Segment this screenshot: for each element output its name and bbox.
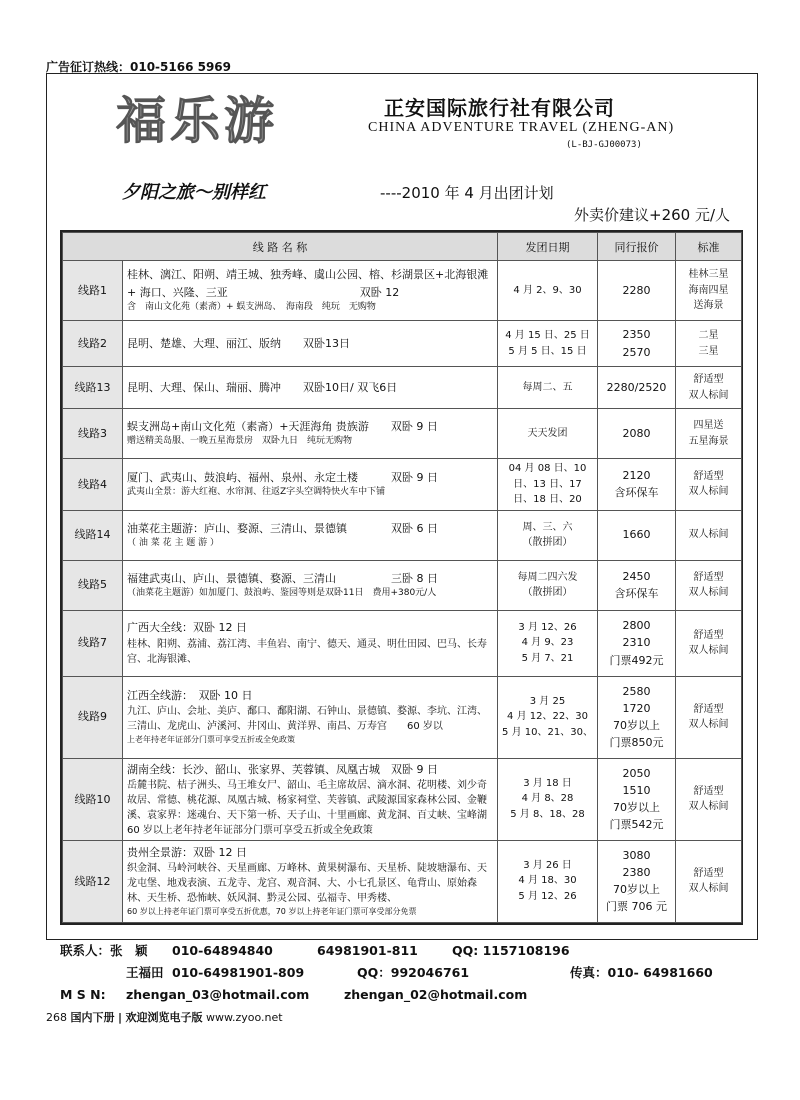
- route-name-cell: 线路2: [63, 321, 123, 367]
- standard-cell: [676, 510, 742, 560]
- departure-date: 3 月 25: [529, 695, 566, 707]
- table-row: [63, 840, 742, 922]
- table-row: [63, 758, 742, 840]
- departure-date: 周、三、六: [522, 521, 573, 533]
- standard-value: 双人标间: [688, 719, 729, 730]
- trade-price: 门票542元: [609, 818, 664, 832]
- standard-cell: [676, 560, 742, 610]
- route-note-text: 含 南山文化苑（素斋）+ 蜈支洲岛、 海南段 纯玩 无购物: [127, 301, 376, 312]
- route-description-cell: [123, 676, 498, 758]
- route-description-cell: [123, 459, 498, 511]
- standard-cell: [676, 261, 742, 321]
- route-name-cell: 线路10: [63, 758, 123, 840]
- trade-price: 2350: [622, 328, 651, 342]
- trade-price: 2800: [622, 619, 651, 633]
- standard-cell: [676, 409, 742, 459]
- website-link[interactable]: www.zyoo.net: [206, 1011, 283, 1024]
- route-title-text: 江西全线游： 双卧 10 日: [127, 689, 253, 703]
- departure-date: 3 月 18 日: [523, 777, 572, 789]
- header-standard: 标准: [676, 233, 742, 261]
- standard-value: 双人标间: [688, 587, 729, 598]
- departure-dates-cell: [498, 676, 598, 758]
- standard-value: 双人标间: [688, 529, 729, 541]
- route-name-cell: 线路14: [63, 510, 123, 560]
- departure-date: 4 月 9、23: [521, 637, 574, 649]
- standard-cell: [676, 676, 742, 758]
- trade-price-cell: [598, 510, 676, 560]
- trade-price: 1660: [622, 528, 651, 542]
- departure-dates-cell: [498, 510, 598, 560]
- route-name-cell: 线路13: [63, 367, 123, 409]
- standard-value: 舒适型: [693, 374, 724, 385]
- company-name-en: CHINA ADVENTURE TRAVEL (ZHENG-AN): [368, 120, 675, 135]
- price-note: 外卖价建议+260 元/人: [574, 206, 731, 224]
- brand-logo: [112, 80, 352, 158]
- footer-divider: |: [118, 1011, 123, 1024]
- departure-dates-cell: [498, 840, 598, 922]
- route-detail-text: 岳麓书院、桔子洲头、马王堆女尸、韶山、毛主席故居、滴水洞、花明楼、刘少奇故居、常德、桃花源、凤凰古城、杨家祠堂、芙蓉镇、武陵源国家森林公园、金鞭溪、袁家界：迷魂台、天下第一桥、天子山、十里画廊、黄龙洞、百丈峡、宝峰湖 60 岁以上老年持老年证部分门票可享受五折或全免政策: [127, 779, 497, 836]
- departure-date: 5 月 7、21: [521, 652, 574, 664]
- page-footer: [46, 1009, 283, 1025]
- trade-price-cell: [598, 367, 676, 409]
- contact-qq-2: QQ：992046761: [357, 965, 470, 980]
- contact-row-2: [60, 962, 750, 984]
- standard-value: 舒适型: [693, 867, 724, 879]
- departure-date: 3 月 26 日: [523, 859, 572, 871]
- table-row: [63, 676, 742, 758]
- standard-cell: [676, 758, 742, 840]
- route-main-text: 昆明、楚雄、大理、丽江、版纳 双卧13日: [127, 336, 350, 350]
- route-name-cell: 线路7: [63, 610, 123, 676]
- standard-value: 舒适型: [693, 703, 724, 715]
- contact-person-2: 王福田: [126, 965, 164, 980]
- page-number: 268: [46, 1011, 67, 1024]
- departure-dates-cell: [498, 367, 598, 409]
- trade-price-cell: [598, 610, 676, 676]
- route-note-text: （油菜花主题游）如加厦门、鼓浪屿、鉴园等则是双卧11日 费用+380元/人: [127, 587, 437, 598]
- header-route-name: 线 路 名 称: [63, 233, 498, 261]
- route-description-cell: [123, 560, 498, 610]
- route-name-cell: 线路9: [63, 676, 123, 758]
- trade-price: 2080: [622, 426, 651, 440]
- table-row: [63, 409, 742, 459]
- trade-price-cell: [598, 840, 676, 922]
- standard-value: 海南四星: [688, 284, 729, 296]
- standard-value: 双人标间: [688, 883, 729, 895]
- trade-price: 含环保车: [614, 486, 659, 500]
- trade-price: 70岁以上: [613, 719, 660, 732]
- standard-value: 双人标间: [688, 645, 729, 656]
- route-name-cell: 线路12: [63, 840, 123, 922]
- departure-date: 每周二四六发: [517, 571, 578, 583]
- trade-price: 门票492元: [609, 653, 664, 667]
- route-title-text: 广西大全线：双卧 12 日: [127, 621, 247, 635]
- route-detail-text: 织金洞、马岭河峡谷、天星画廊、万峰林、黄果树瀑布、天星桥、陡坡塘瀑布、天龙屯堡、地戏表演、五龙寺、龙宫、观音洞、大、小七孔景区、龟背山、原始森林、天生桥、恐怖峡、妖风洞、黔灵公园、弘福寺、甲秀楼、: [127, 862, 487, 904]
- route-name-cell: 线路5: [63, 560, 123, 610]
- route-description-cell: [123, 610, 498, 676]
- departure-dates-cell: [498, 610, 598, 676]
- standard-value: 送海景: [693, 300, 724, 312]
- contact-phone-2: 64981901-811: [317, 943, 418, 958]
- standard-cell: [676, 367, 742, 409]
- trade-price: 2280: [622, 283, 651, 297]
- standard-cell: [676, 459, 742, 511]
- table-row: [63, 560, 742, 610]
- trade-price: 2450: [622, 569, 651, 583]
- trade-price: 2310: [622, 636, 651, 650]
- trade-price: 70岁以上: [613, 801, 660, 815]
- contact-row-1: [60, 940, 750, 962]
- trade-price: 3080: [622, 848, 651, 862]
- departure-date: （散拼团）: [522, 537, 573, 548]
- departure-date: 每周二、五: [522, 381, 573, 393]
- trade-price: 1510: [622, 783, 651, 797]
- route-detail-text: 桂林、阳朔、荔浦、荔江湾、丰鱼岩、南宁、德天、通灵、明仕田园、巴马、长寿宫、北海银滩、: [127, 638, 487, 665]
- departure-dates-cell: [498, 758, 598, 840]
- route-title-text: 贵州全景游：双卧 12 日: [127, 845, 247, 859]
- trade-price-cell: [598, 676, 676, 758]
- company-name-cn: 正安国际旅行社有限公司: [384, 96, 615, 120]
- route-note-text: 武夷山全景：游大红袍、水帘洞、往返Z字头空调特快火车中下铺: [127, 486, 386, 497]
- standard-cell: [676, 610, 742, 676]
- table-header-row: [63, 233, 742, 261]
- route-detail-text: 九江、庐山、会址、美庐、鄱口、鄱阳湖、石钟山、景德镇、婺源、李坑、江湾、三清山、龙虎山、泸溪河、井冈山、黄洋界、南昌、万寿宫 60 岁以: [127, 706, 487, 733]
- route-small-print: 60 岁以上持老年证门票可享受五折优惠，70 岁以上持老年证门票可享受部分免票: [127, 906, 417, 916]
- route-main-text: 桂林、漓江、阳朔、靖王城、独秀峰、虞山公园、榕、杉湖景区+北海银滩 + 海口、兴隆、三亚 双卧 12: [127, 268, 489, 299]
- departure-date: 5 月 10、21、30、: [502, 726, 593, 738]
- route-main-text: 厦门、武夷山、鼓浪屿、福州、泉州、永定土楼 双卧 9 日: [127, 470, 438, 484]
- trade-price-cell: [598, 459, 676, 511]
- departure-date: 4 月 8、28: [521, 793, 574, 805]
- standard-value: 双人标间: [688, 389, 729, 401]
- route-main-text: 昆明、大理、保山、瑞丽、腾冲 双卧10日/ 双飞6日: [127, 380, 398, 394]
- route-description-cell: [123, 840, 498, 922]
- standard-value: 舒适型: [693, 571, 724, 583]
- standard-value: 二星: [698, 330, 719, 341]
- route-main-text: 福建武夷山、庐山、景德镇、婺源、三清山 三卧 8 日: [127, 571, 438, 585]
- departure-dates-cell: [498, 560, 598, 610]
- departure-dates-cell: [498, 321, 598, 367]
- trade-price: 2380: [622, 866, 651, 879]
- footer-slogan: 欢迎浏览电子版: [125, 1011, 203, 1024]
- route-description-cell: [123, 758, 498, 840]
- trade-price: 1720: [622, 701, 651, 715]
- standard-value: 舒适型: [693, 785, 724, 797]
- standard-cell: [676, 840, 742, 922]
- route-description-cell: [123, 409, 498, 459]
- contact-phone-1: 010-64894840: [172, 943, 273, 958]
- standard-value: 舒适型: [693, 470, 724, 482]
- trade-price: 门票 706 元: [606, 900, 667, 914]
- trade-price: 2570: [622, 345, 651, 359]
- departure-date: 4 月 18、30: [518, 875, 577, 887]
- trade-price: 门票850元: [609, 736, 664, 750]
- standard-value: 桂林三星: [688, 269, 729, 281]
- plan-title: ----2010 年 4 月出团计划: [380, 184, 554, 202]
- table-row: [63, 367, 742, 409]
- trade-price-cell: [598, 261, 676, 321]
- logo-text: 福乐游: [116, 91, 278, 150]
- trade-price-cell: [598, 758, 676, 840]
- table-row: [63, 459, 742, 511]
- departure-date: 4 月 2、9、30: [513, 284, 582, 296]
- contact-block: [60, 940, 750, 1006]
- route-description-cell: [123, 510, 498, 560]
- msn-address-2[interactable]: zhengan_02@hotmail.com: [344, 987, 528, 1002]
- departure-date: （散拼团）: [522, 587, 573, 598]
- msn-address-1[interactable]: zhengan_03@hotmail.com: [126, 987, 310, 1002]
- route-small-print: 上老年持老年证部分门票可享受五折或全免政策: [127, 735, 295, 745]
- route-main-text: 蜈支洲岛+南山文化苑（素斋）+天涯海角 贵族游 双卧 9 日: [127, 420, 438, 433]
- contact-fax: 传真：010- 64981660: [570, 965, 713, 980]
- route-name-cell: 线路1: [63, 261, 123, 321]
- trade-price: 70岁以上: [613, 883, 660, 897]
- departure-date: 5 月 12、26: [518, 890, 577, 902]
- msn-label: M S N:: [60, 987, 106, 1002]
- trade-price: 含环保车: [614, 587, 659, 600]
- route-title-text: 湖南全线：长沙、韶山、张家界、芙蓉镇、凤凰古城 双卧 9 日: [127, 762, 438, 776]
- standard-value: 双人标间: [688, 801, 729, 813]
- license-number: (L-BJ-GJ00073): [566, 140, 642, 150]
- header-departure-dates: 发团日期: [498, 233, 598, 261]
- departure-dates-cell: [498, 459, 598, 511]
- standard-value: 双人标间: [688, 486, 729, 498]
- header-trade-price: 同行报价: [598, 233, 676, 261]
- departure-date: 4 月 15 日、25 日: [505, 330, 590, 341]
- trade-price: 2050: [622, 766, 651, 780]
- table-row: [63, 610, 742, 676]
- route-name-cell: 线路4: [63, 459, 123, 511]
- trade-price: 2120: [622, 469, 651, 483]
- table-row: [63, 510, 742, 560]
- table-row: [63, 261, 742, 321]
- route-description-cell: [123, 321, 498, 367]
- table-row: [63, 321, 742, 367]
- route-note-text: 赠送精美岛服、一晚五星海景房 双卧九日 纯玩无购物: [127, 436, 353, 447]
- departure-dates-cell: [498, 409, 598, 459]
- route-name-cell: 线路3: [63, 409, 123, 459]
- contact-qq-1: QQ: 1157108196: [452, 943, 570, 958]
- contact-person-label: 联系人：张 颖: [60, 943, 148, 958]
- departure-date: 5 月 8、18、28: [510, 808, 585, 820]
- trade-price-cell: [598, 560, 676, 610]
- departure-date: 天天发团: [527, 427, 568, 439]
- trade-price: 2280/2520: [606, 380, 667, 394]
- trade-price: 2580: [622, 684, 651, 698]
- trade-price-cell: [598, 409, 676, 459]
- standard-value: 五星海景: [688, 435, 729, 447]
- departure-date: 4 月 12、22、30: [507, 711, 588, 723]
- standard-value: 四星送: [693, 420, 724, 431]
- departure-date: 04 月 08 日、10 日、13 日、17 日、18 日、20: [508, 463, 587, 505]
- departure-date: 5 月 5 日、15 日: [508, 345, 587, 357]
- standard-value: 舒适型: [693, 629, 724, 641]
- itinerary-table: [60, 230, 743, 925]
- departure-dates-cell: [498, 261, 598, 321]
- slogan: 夕阳之旅〜别样红: [122, 182, 266, 203]
- route-description-cell: [123, 367, 498, 409]
- trade-price-cell: [598, 321, 676, 367]
- ad-hotline: 广告征订热线：010-5166 5969: [46, 60, 232, 74]
- section-name: 国内下册: [70, 1011, 115, 1024]
- contact-phone-3: 010-64981901-809: [172, 965, 305, 980]
- contact-row-3: [60, 984, 750, 1006]
- departure-date: 3 月 12、26: [518, 621, 577, 633]
- route-note-text: （ 油 菜 花 主 题 游 ）: [127, 537, 220, 548]
- route-description-cell: [123, 261, 498, 321]
- standard-cell: [676, 321, 742, 367]
- standard-value: 三星: [698, 345, 719, 357]
- route-main-text: 油菜花主题游：庐山、婺源、三清山、景德镇 双卧 6 日: [127, 521, 438, 535]
